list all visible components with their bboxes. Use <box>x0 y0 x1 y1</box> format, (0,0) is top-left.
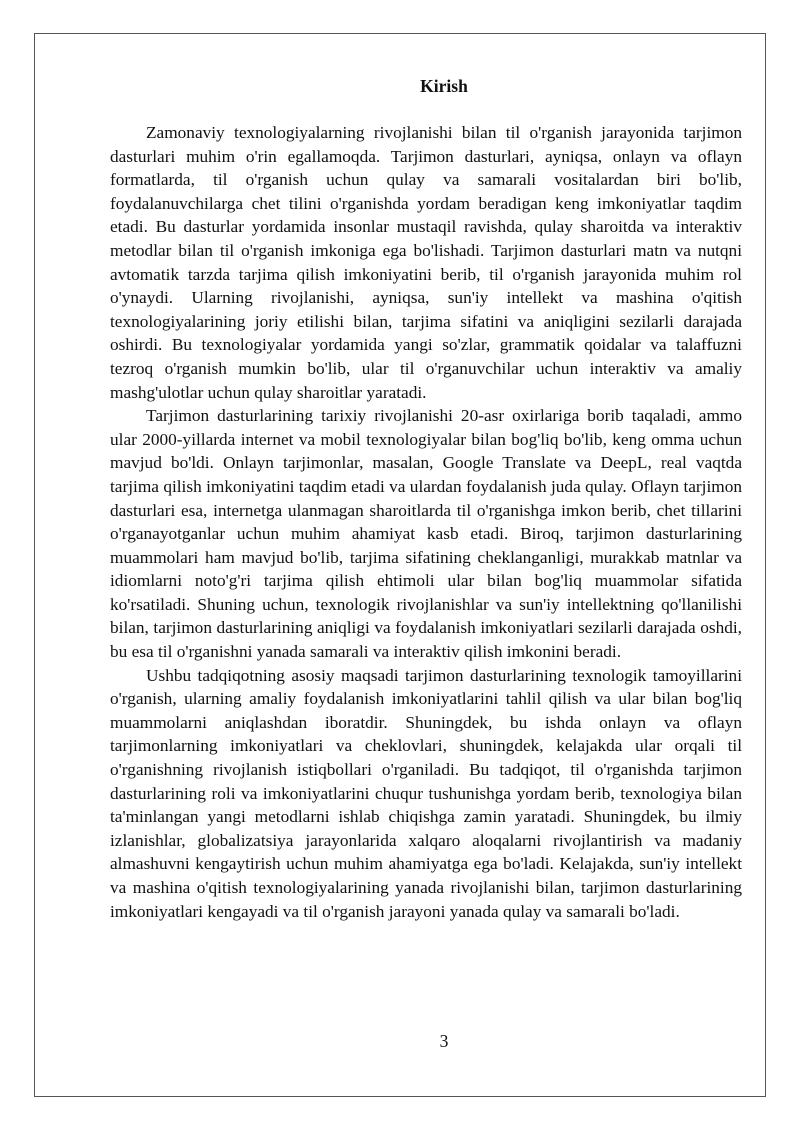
paragraph: Tarjimon dasturlarining tarixiy rivojlanishi 20-asr oxirlariga borib taqaladi, ammo ular 2000-yillarda internet va mobil texnologiyalar bilan bog'liq bo'lib, keng omma uchun mavjud bo'ldi. Onlayn tarjimonlar, masalan, Google Translate va DeepL, real vaqtda tarjima qilish imkoniyatini taqdim etadi va ulardan foydalanish juda qulay. Oflayn tarjimon dasturlari esa, internetga ulanmagan sharoitlarda til o'rganishga imkon berib, chet tillarini o'rganayotganlar uchun muhim ahamiyat kasb etadi. Biroq, tarjimon dasturlarining muammolari ham mavjud bo'lib, tarjima sifatining cheklanganligi, murakkab matnlar va idiomlarni noto'g'ri tarjima qilish ehtimoli ular bilan bog'liq muammolar sifatida ko'rsatiladi. Shuning uchun, texnologik rivojlanishlar va sun'iy intellektning qo'llanilishi bilan, tarjimon dasturlarining aniqligi va foydalanish imkoniyatlari sezilarli darajada oshdi, bu esa til o'rganishni yanada samarali va interaktiv qilish imkonini beradi. <box>110 406 742 662</box>
page-number: 3 <box>439 1031 449 1051</box>
paragraph: Ushbu tadqiqotning asosiy maqsadi tarjimon dasturlarining texnologik tamoyillarini o'rganish, ularning amaliy foydalanish imkoniyatlarini tahlil qilish va ular bilan bog'liq muammolarni aniqlashdan iboratdir. Shuningdek, bu ishda onlayn va oflayn tarjimonlarning imkoniyatlari va cheklovlari, shuningdek, kelajakda ular orqali til o'rganishning rivojlanish istiqbollari o'rganiladi. Bu tadqiqot, til o'rganishda tarjimon dasturlarining roli va imkoniyatlarini chuqur tushunishga yordam berib, texnologiya bilan ta'minlangan yangi metodlarni ishlab chiqishga zamin yaratadi. Shuningdek, bu ilmiy izlanishlar, globalizatsiya jarayonlarida xalqaro aloqalarni rivojlantirish va madaniy almashuvni kengaytirish uchun muhim ahamiyatga ega bo'ladi. Kelajakda, sun'iy intellekt va mashina o'qitish texnologiyalarining yanada rivojlanishi bilan, tarjimon dasturlarining imkoniyatlari kengayadi va til o'rganish jarayoni yanada qulay va samarali bo'ladi. <box>110 665 742 921</box>
paragraph: Zamonaviy texnologiyalarning rivojlanishi bilan til o'rganish jarayonida tarjimon dasturlari muhim o'rin egallamoqda. Tarjimon dasturlari, ayniqsa, onlayn va oflayn formatlarda, til o'rganish uchun qulay va samarali vositalardan biri bo'lib, foydalanuvchilarga chet tilini o'rganishda yordam beradigan keng imkoniyatlar taqdim etadi. Bu dasturlar yordamida insonlar mustaqil ravishda, qulay sharoitda va interaktiv metodlar bilan til o'rganish imkoniga ega bo'lishadi. Tarjimon dasturlari matn va nutqni avtomatik tarzda tarjima qilish imkoniyatini berib, til o'rganish jarayonida muhim rol o'ynaydi. Ularning rivojlanishi, ayniqsa, sun'iy intellekt va mashina o'qitish texnologiyalarining joriy etilishi bilan, tarjima sifatini va aniqligini sezilarli darajada oshirdi. Bu texnologiyalar yordamida yangi so'zlar, grammatik qoidalar va talaffuzni tezroq o'rganish mumkin bo'lib, ular til o'rganuvchilar uchun interaktiv va amaliy mashg'ulotlar uchun qulay sharoitlar yaratadi. <box>110 123 742 402</box>
body-text <box>110 121 742 923</box>
section-title: Kirish <box>420 76 468 96</box>
